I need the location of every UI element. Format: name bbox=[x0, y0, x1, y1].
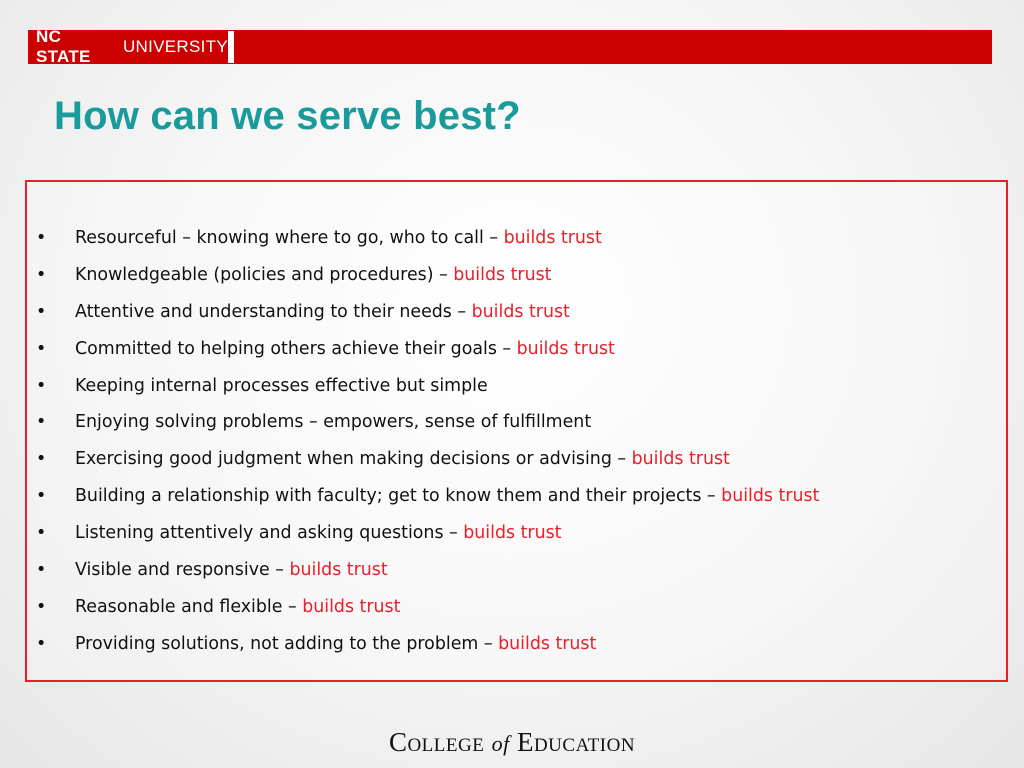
footer-of: of bbox=[491, 731, 510, 756]
slide-title: How can we serve best? bbox=[54, 94, 521, 138]
bullet-text: Listening attentively and asking questions – bbox=[75, 523, 464, 544]
bullet-item bbox=[32, 552, 992, 589]
brand-light-text: UNIVERSITY bbox=[122, 37, 228, 56]
bullet-text: Enjoying solving problems – empowers, sense of fulfillment bbox=[75, 412, 592, 433]
bullet-item bbox=[32, 331, 992, 368]
bullet-item bbox=[32, 626, 992, 663]
bullet-text: Building a relationship with faculty; get to know them and their projects – bbox=[75, 486, 722, 507]
bullet-item bbox=[32, 441, 992, 478]
footer-college: OLLEGE bbox=[407, 735, 485, 756]
bullet-text: Providing solutions, not adding to the problem – bbox=[75, 633, 499, 654]
bullet-text: Knowledgeable (policies and procedures) – bbox=[75, 264, 454, 285]
bullet-accent-text: builds trust bbox=[503, 228, 602, 248]
bullet-text: Keeping internal processes effective but simple bbox=[75, 375, 488, 396]
footer-initial-e: E bbox=[516, 727, 534, 757]
bullet-item bbox=[32, 515, 992, 552]
bullet-dot: • bbox=[36, 486, 47, 507]
bullet-dot: • bbox=[36, 596, 47, 617]
bullet-dot: • bbox=[36, 338, 47, 359]
bullet-item bbox=[32, 257, 992, 294]
bullet-dot: • bbox=[36, 412, 47, 433]
bullet-accent-text: builds trust bbox=[453, 264, 552, 285]
bullet-dot: • bbox=[36, 264, 47, 285]
bullet-dot: • bbox=[36, 301, 47, 322]
bullet-dot: • bbox=[36, 560, 47, 581]
bullet-accent-text: builds trust bbox=[721, 486, 820, 507]
college-of-education-logo bbox=[0, 727, 1024, 758]
bullet-accent-text: builds trust bbox=[302, 596, 401, 617]
bullet-item bbox=[32, 589, 992, 626]
bullet-dot: • bbox=[36, 449, 47, 470]
bullet-accent-text: builds trust bbox=[498, 633, 597, 654]
bullet-accent-text: builds trust bbox=[631, 449, 730, 470]
bullet-accent-text: builds trust bbox=[463, 523, 562, 544]
bullet-item bbox=[32, 220, 992, 257]
bullet-text: Resourceful – knowing where to go, who to call – bbox=[75, 228, 504, 248]
bullet-text: Reasonable and flexible – bbox=[75, 596, 303, 617]
bullet-text: Visible and responsive – bbox=[75, 560, 290, 581]
bullet-accent-text: builds trust bbox=[471, 301, 570, 322]
nc-state-university-logo bbox=[28, 27, 234, 66]
bullet-item bbox=[32, 478, 992, 515]
bullet-item bbox=[32, 404, 992, 441]
footer-initial-c: C bbox=[388, 727, 408, 757]
bullet-item bbox=[32, 294, 992, 331]
bullet-text: Exercising good judgment when making decisions or advising – bbox=[75, 449, 632, 470]
bullet-dot: • bbox=[36, 228, 47, 248]
bullet-text: Committed to helping others achieve their goals – bbox=[75, 338, 517, 359]
bullet-item bbox=[32, 368, 992, 405]
footer-education: DUCATION bbox=[533, 735, 636, 756]
bullet-dot: • bbox=[36, 375, 47, 396]
bullet-accent-text: builds trust bbox=[289, 560, 388, 581]
brand-strong-text: NC STATE bbox=[36, 27, 91, 66]
bullet-dot: • bbox=[36, 523, 47, 544]
bullet-dot: • bbox=[36, 633, 47, 654]
bullet-accent-text: builds trust bbox=[516, 338, 615, 359]
bullet-text: Attentive and understanding to their needs – bbox=[75, 301, 472, 322]
bullet-list bbox=[32, 220, 992, 663]
